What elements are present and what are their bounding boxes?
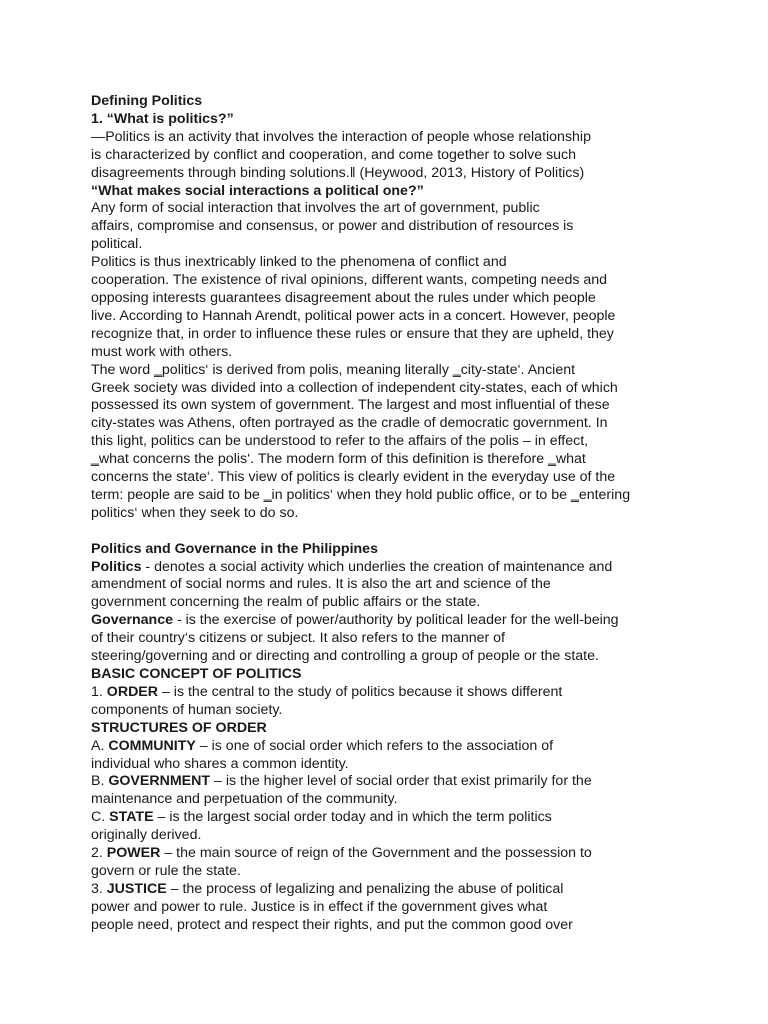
item-letter: A. [91, 737, 109, 754]
paragraph-line: opposing interests guarantees disagreement about the rules under which people [91, 289, 596, 306]
question-what-is-politics: 1. “What is politics?” [91, 110, 234, 127]
structure-state [91, 809, 691, 827]
heading-structures-of-order: STRUCTURES OF ORDER [91, 719, 267, 736]
paragraph-line: ‗what concerns the polis‘. The modern form of this definition is therefore ‗what [91, 451, 586, 468]
paragraph-line: power and power to rule. Justice is in effect if the government gives what [91, 898, 548, 915]
term-governance: Governance [91, 612, 174, 629]
item-number: 3. [91, 880, 107, 897]
paragraph-line: government concerning the realm of public affairs or the state. [91, 594, 481, 611]
paragraph-line: disagreements through binding solutions.‖ (Heywood, 2013, History of Politics) [91, 164, 585, 181]
section-title-defining-politics: Defining Politics [91, 93, 203, 109]
term-justice: JUSTICE [106, 880, 167, 897]
concept-power [91, 845, 691, 863]
paragraph-line: term: people are said to be ‗in politics‘ when they hold public office, or to be ‗entering [91, 486, 631, 503]
definition-text: - is the exercise of power/authority by political leader for the well-being [173, 612, 619, 629]
definition-text: – is the central to the study of politics because it shows different [158, 683, 563, 700]
structure-community [91, 738, 691, 756]
term-politics: Politics [91, 558, 142, 575]
paragraph-line: individual who shares a common identity. [91, 755, 349, 772]
definition-text: – is the higher level of social order that exist primarily for the [210, 773, 592, 790]
definition-text: – is the largest social order today and in which the term politics [153, 809, 552, 826]
paragraph-line: is characterized by conflict and cooperation, and come together to solve such [91, 146, 577, 163]
paragraph-line: people need, protect and respect their rights, and put the common good over [91, 916, 573, 933]
concept-justice [91, 881, 691, 899]
paragraph-spacer [91, 523, 691, 541]
paragraph-line: political. [91, 236, 143, 253]
structure-government [91, 773, 691, 791]
paragraph-line: of their country‘s citizens or subject. It also refers to the manner of [91, 630, 505, 647]
paragraph-line: recognize that, in order to influence these rules or ensure that they are upheld, they [91, 325, 614, 342]
term-government: GOVERNMENT [108, 773, 211, 790]
paragraph-line: steering/governing and or directing and controlling a group of people or the state. [91, 648, 599, 665]
item-number: 1. [91, 683, 107, 700]
definition-text: – is one of social order which refers to the association of [195, 737, 554, 754]
paragraph-line: components of human society. [91, 701, 283, 718]
paragraph-line: govern or rule the state. [91, 862, 241, 879]
paragraph-line: amendment of social norms and rules. It is also the art and science of the [91, 576, 551, 593]
term-power: POWER [106, 845, 161, 862]
paragraph-line: ―Politics is an activity that involves the interaction of people whose relationship [91, 128, 591, 145]
paragraph-line: possessed its own system of government. The largest and most influential of these [91, 397, 610, 414]
paragraph-line: city-states was Athens, often portrayed as the cradle of democratic government. In [91, 415, 608, 432]
definition-text: – the process of legalizing and penalizing the abuse of political [166, 880, 564, 897]
section-title-politics-governance: Politics and Governance in the Philippines [91, 540, 378, 557]
document-page [91, 93, 691, 935]
paragraph-line: concerns the state‘. This view of politics is clearly evident in the everyday use of the [91, 469, 616, 486]
heading-basic-concept: BASIC CONCEPT OF POLITICS [91, 665, 302, 682]
paragraph-line: originally derived. [91, 827, 202, 844]
paragraph-line: The word ‗politics‘ is derived from polis, meaning literally ‗city-state‘. Ancient [91, 361, 576, 378]
paragraph-line: maintenance and perpetuation of the community. [91, 791, 398, 808]
paragraph-line: Greek society was divided into a collection of independent city-states, each of which [91, 379, 618, 396]
paragraph-line: affairs, compromise and consensus, or power and distribution of resources is [91, 218, 574, 235]
question-social-interactions: “What makes social interactions a political one?” [91, 182, 424, 199]
term-state: STATE [109, 809, 154, 826]
paragraph-line: live. According to Hannah Arendt, political power acts in a concert. However, people [91, 307, 616, 324]
definition-politics [91, 559, 691, 577]
paragraph-line: Politics is thus inextricably linked to the phenomena of conflict and [91, 254, 507, 271]
definition-text: – the main source of reign of the Government and the possession to [160, 845, 592, 862]
definition-governance [91, 612, 691, 630]
term-order: ORDER [106, 683, 159, 700]
item-letter: C. [91, 809, 110, 826]
item-letter: B. [91, 773, 109, 790]
definition-text: - denotes a social activity which underlies the creation of maintenance and [141, 558, 613, 575]
term-community: COMMUNITY [108, 737, 196, 754]
paragraph-line: Any form of social interaction that involves the art of government, public [91, 200, 540, 217]
item-number: 2. [91, 845, 107, 862]
paragraph-line: this light, politics can be understood to refer to the affairs of the polis – in effect, [91, 433, 589, 450]
paragraph-line: politics‘ when they seek to do so. [91, 504, 299, 521]
concept-order [91, 684, 691, 702]
paragraph-line: cooperation. The existence of rival opinions, different wants, competing needs and [91, 272, 608, 289]
paragraph-line: must work with others. [91, 343, 233, 360]
